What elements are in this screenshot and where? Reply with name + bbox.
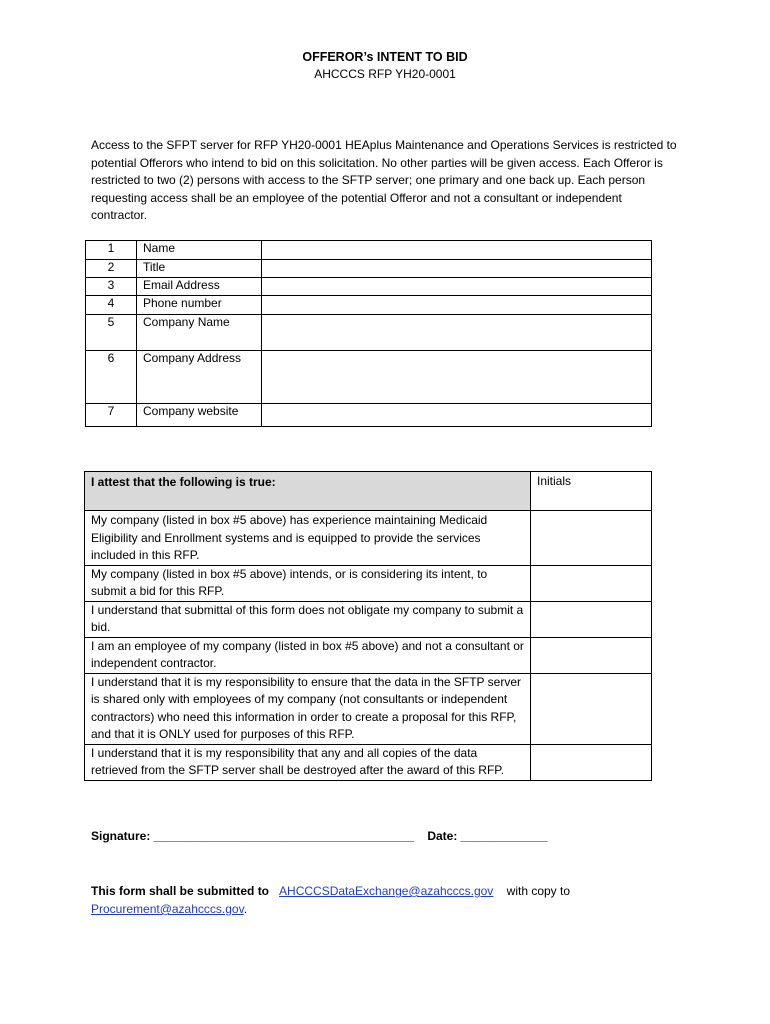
attestation-statement: I understand that it is my responsibility to ensure that the data in the SFTP server is shared only with employees of my company (not consultants or independent contractors) who need this information in order to create a proposal for this RFP, and that it is ONLY used for purposes of this RFP.: [85, 673, 531, 744]
attestation-header-row: [85, 472, 652, 511]
info-row-phone: [86, 296, 652, 315]
field-input-name[interactable]: [262, 241, 652, 260]
initials-field[interactable]: [531, 744, 652, 780]
info-row-company-name: [86, 315, 652, 351]
attestation-row: [85, 637, 652, 673]
attestation-statement: I understand that submittal of this form does not obligate my company to submit a bid.: [85, 601, 531, 637]
info-row-name: [86, 241, 652, 260]
field-label-company-name: Company Name: [137, 315, 262, 351]
attestation-statement: My company (listed in box #5 above) intends, or is considering its intent, to submit a bid for this RFP.: [85, 565, 531, 601]
field-input-phone[interactable]: [262, 296, 652, 315]
copy-email-link[interactable]: Procurement@azahcccs.gov: [91, 902, 244, 916]
row-number: 3: [86, 278, 137, 296]
row-number: 4: [86, 296, 137, 315]
field-label-phone: Phone number: [137, 296, 262, 315]
attestation-statement: I am an employee of my company (listed in box #5 above) and not a consultant or independent contractor.: [85, 637, 531, 673]
initials-field[interactable]: [531, 565, 652, 601]
attestation-row: [85, 601, 652, 637]
field-input-company-name[interactable]: [262, 315, 652, 351]
row-number: 7: [86, 404, 137, 427]
sentence-end: .: [243, 902, 248, 916]
info-row-company-address: [86, 351, 652, 404]
submission-lead: This form shall be submitted to: [91, 884, 270, 898]
initials-field[interactable]: [531, 511, 652, 566]
attestation-table: [84, 471, 652, 781]
attestation-statement: My company (listed in box #5 above) has experience maintaining Medicaid Eligibility and Enrollment systems and is equipped to provide the services included in this RFP.: [85, 511, 531, 566]
field-input-title[interactable]: [262, 260, 652, 278]
date-label: Date:: [427, 829, 458, 843]
document-title: OFFEROR’s INTENT TO BID: [302, 50, 468, 64]
info-row-company-website: [86, 404, 652, 427]
signature-line: [91, 829, 547, 843]
field-input-company-website[interactable]: [262, 404, 652, 427]
attestation-row: [85, 565, 652, 601]
row-number: 6: [86, 351, 137, 404]
row-number: 2: [86, 260, 137, 278]
field-label-name: Name: [137, 241, 262, 260]
initials-header: Initials: [531, 472, 652, 511]
primary-email-link[interactable]: AHCCCSDataExchange@azahcccs.gov: [279, 884, 494, 898]
attestation-statement: I understand that it is my responsibility that any and all copies of the data retrieved from the SFTP server shall be destroyed after the award of this RFP.: [85, 744, 531, 780]
attestation-row: [85, 511, 652, 566]
initials-field[interactable]: [531, 637, 652, 673]
info-row-email: [86, 278, 652, 296]
signature-label: Signature:: [91, 829, 151, 843]
intro-paragraph: Access to the SFPT server for RFP YH20-0001 HEAplus Maintenance and Operations Services is restricted to potential Offerors who intend to bid on this solicitation. No other parties will be given access. Each Offeror is restricted to two (2) persons with access to the SFTP server; one primary and one back up. Each person requesting access shall be an employee of the potential Offeror and not a consultant or independent contractor.: [91, 138, 677, 222]
field-input-company-address[interactable]: [262, 351, 652, 404]
field-label-company-address: Company Address: [137, 351, 262, 404]
attestation-row: [85, 744, 652, 780]
signature-field[interactable]: _______________________________________: [153, 829, 414, 843]
offeror-info-table: [85, 240, 652, 427]
row-number: 1: [86, 241, 137, 260]
document-subtitle: AHCCCS RFP YH20-0001: [314, 67, 456, 81]
date-field[interactable]: _____________: [460, 829, 548, 843]
attestation-row: [85, 673, 652, 744]
row-number: 5: [86, 315, 137, 351]
field-input-email[interactable]: [262, 278, 652, 296]
info-row-title: [86, 260, 652, 278]
initials-field[interactable]: [531, 673, 652, 744]
submission-instructions: [91, 882, 570, 918]
initials-field[interactable]: [531, 601, 652, 637]
field-label-company-website: Company website: [137, 404, 262, 427]
attestation-header: I attest that the following is true:: [85, 472, 531, 511]
field-label-title: Title: [137, 260, 262, 278]
field-label-email: Email Address: [137, 278, 262, 296]
copy-text: with copy to: [506, 884, 571, 898]
